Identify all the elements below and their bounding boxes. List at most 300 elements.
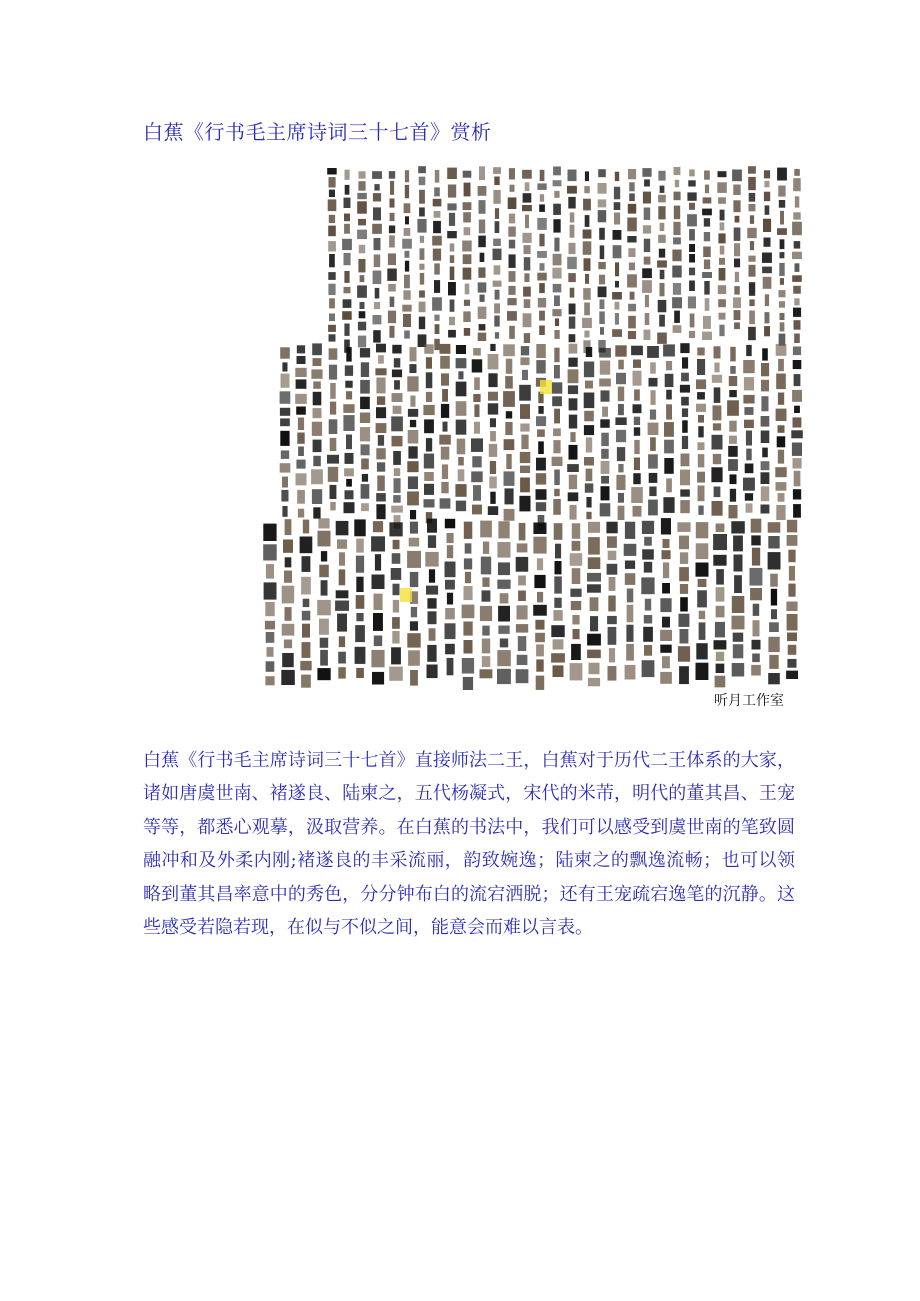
ink-stroke [744,377,754,390]
ink-stroke [677,522,690,532]
ink-stroke [375,554,381,570]
ink-stroke [360,380,370,394]
ink-stroke [342,311,352,320]
ink-stroke [777,436,786,447]
ink-stroke [320,650,328,666]
ink-stroke [776,482,787,491]
ink-stroke [650,410,656,420]
ink-stroke [660,645,671,653]
ink-stroke [524,245,531,254]
ink-stroke [524,257,531,270]
ink-stroke [599,311,605,324]
ink-stroke [313,440,322,453]
ink-stroke [587,634,601,646]
ink-stroke [536,644,544,656]
ink-stroke [554,470,560,486]
ink-stroke [508,197,517,209]
ink-stroke [462,241,472,252]
ink-stroke [644,615,652,624]
ink-stroke [265,676,274,685]
ink-stroke [689,169,695,176]
ink-stroke [761,486,769,501]
ink-stroke [698,486,705,502]
ink-stroke [633,473,640,484]
ink-stroke [567,186,577,194]
ink-stroke [778,493,785,502]
ink-stroke [494,265,501,274]
ink-stroke [624,544,637,556]
ink-stroke [374,255,381,268]
ink-stroke [732,170,742,182]
ink-stroke [689,268,695,276]
ink-stroke [750,588,762,600]
ink-stroke [616,475,625,490]
ink-stroke [779,290,786,297]
ink-stroke [647,346,659,358]
ink-stroke [644,562,652,573]
ink-stroke [554,365,560,378]
ink-stroke [536,676,545,690]
ink-stroke [792,252,802,259]
ink-stroke [733,185,740,196]
ink-stroke [523,193,532,202]
ink-stroke [733,536,743,552]
ink-stroke [749,204,756,211]
ink-stroke [356,577,363,592]
ink-stroke [616,430,626,442]
ink-stroke [634,458,640,471]
ink-stroke [346,479,352,487]
ink-stroke [458,371,463,379]
ink-stroke [474,377,480,390]
ink-stroke [779,301,785,308]
ink-stroke [744,420,754,428]
ink-stroke [714,640,727,649]
ink-stroke [450,255,454,263]
ink-stroke [329,177,336,187]
ink-stroke [598,199,607,207]
ink-stroke [522,205,532,211]
ink-stroke [432,297,442,310]
ink-stroke [374,302,380,309]
ink-stroke [702,332,712,340]
ink-stroke [313,381,321,388]
ink-stroke [509,240,515,249]
ink-stroke [768,536,779,549]
ink-stroke [680,597,688,611]
ink-stroke [648,500,658,516]
ink-stroke [442,389,448,402]
ink-stroke [552,268,561,279]
ink-stroke [490,344,495,351]
ink-stroke [687,214,697,226]
ink-stroke [343,404,354,413]
ink-stroke [404,228,411,236]
ink-stroke [751,535,760,545]
ink-stroke [297,345,305,353]
ink-stroke [629,182,635,191]
ink-stroke [689,229,695,240]
ink-stroke [357,285,367,297]
ink-stroke [660,270,665,279]
ink-stroke [618,464,623,472]
ink-stroke [634,417,640,425]
ink-stroke [688,296,696,308]
ink-stroke [394,478,401,493]
ink-stroke [570,663,583,680]
ink-stroke [482,590,491,601]
ink-stroke [374,238,381,250]
ink-stroke [733,633,744,642]
ink-stroke [376,378,385,394]
ink-stroke [608,551,617,560]
ink-stroke [433,249,441,261]
ink-stroke [329,419,338,434]
ink-stroke [344,287,351,293]
ink-stroke [327,455,339,464]
ink-stroke [376,344,386,353]
ink-stroke [768,673,780,684]
ink-stroke [376,423,387,433]
ink-stroke [520,466,530,473]
ink-stroke [730,489,736,502]
ink-stroke [794,406,800,413]
ink-stroke [600,503,611,516]
ink-stroke [584,258,591,271]
ink-stroke [585,274,589,284]
ink-stroke [607,616,617,624]
ink-stroke [405,185,409,198]
ink-stroke [675,180,679,187]
ink-stroke [570,553,583,566]
ink-stroke [482,639,490,654]
ink-stroke [427,598,436,608]
ink-stroke [793,212,800,219]
ink-stroke [554,409,560,424]
ink-stroke [361,459,369,470]
ink-stroke [672,266,681,278]
ink-stroke [734,286,740,295]
ink-stroke [569,415,577,429]
ink-stroke [614,213,620,225]
ink-stroke [424,454,434,469]
ink-stroke [662,617,670,628]
ink-stroke [536,458,546,471]
ink-stroke [509,168,515,179]
ink-stroke [443,422,448,432]
ink-stroke [598,287,607,298]
ink-stroke [455,484,466,497]
ink-stroke [345,381,352,388]
ink-stroke [462,605,475,619]
ink-stroke [689,281,695,292]
ink-stroke [776,409,787,421]
ink-stroke [361,503,369,511]
ink-stroke [568,273,576,282]
ink-stroke [387,269,397,281]
ink-stroke [434,211,441,218]
ink-stroke [360,302,365,309]
ink-stroke [389,522,402,536]
ink-stroke [787,614,798,631]
ink-stroke [410,670,418,686]
ink-stroke [618,493,624,503]
ink-stroke [535,633,545,642]
ink-stroke [586,437,592,452]
ink-stroke [408,650,420,666]
ink-stroke [680,470,690,486]
ink-stroke [355,647,366,664]
ink-stroke [320,638,329,648]
ink-stroke [419,290,425,297]
ink-stroke [330,502,335,511]
ink-stroke [389,171,395,179]
ink-stroke [503,391,515,407]
ink-stroke [434,339,440,350]
ink-stroke [601,486,610,500]
ink-stroke [553,665,564,677]
ink-stroke [456,401,467,416]
ink-stroke [318,518,329,528]
ink-stroke [731,521,745,533]
ink-stroke [390,213,395,221]
ink-stroke [344,324,349,336]
ink-stroke [569,398,578,410]
ink-stroke [426,372,433,388]
ink-stroke [601,390,610,401]
ink-stroke [584,303,590,316]
ink-stroke [373,521,383,532]
ink-stroke [490,431,496,441]
ink-stroke [495,290,500,300]
ink-stroke [445,562,456,578]
ink-stroke [494,316,499,327]
ink-stroke [627,218,637,232]
ink-stroke [776,374,786,390]
ink-stroke [601,461,610,474]
ink-stroke [519,523,526,541]
ink-stroke [780,239,785,249]
ink-stroke [434,187,440,196]
ink-stroke [328,199,337,211]
ink-stroke [697,472,705,483]
ink-stroke [608,596,615,612]
ink-stroke [360,397,370,409]
ink-stroke [769,655,778,669]
ink-stroke [346,391,352,399]
ink-stroke [681,373,689,382]
ink-stroke [313,456,321,466]
ink-stroke [450,300,455,312]
ink-stroke [442,464,448,479]
ink-stroke [568,197,575,209]
ink-stroke [761,431,770,444]
ink-stroke [297,490,305,504]
ink-stroke [764,170,770,178]
ink-stroke [554,295,560,306]
ink-stroke [795,263,800,272]
ink-stroke [787,535,798,546]
ink-stroke [465,284,470,295]
ink-stroke [376,407,386,418]
ink-stroke [570,505,577,520]
ink-stroke [433,199,442,207]
ink-stroke [495,332,499,339]
ink-stroke [394,468,400,476]
ink-stroke [497,580,510,589]
ink-stroke [482,577,489,587]
ink-stroke [419,264,424,270]
ink-stroke [569,304,576,315]
ink-stroke [359,171,366,178]
ink-stroke [410,510,416,519]
ink-stroke [357,230,367,240]
ink-stroke [763,277,772,289]
ink-stroke [600,327,604,335]
ink-stroke [521,435,528,450]
ink-stroke [748,256,755,262]
ink-stroke [265,602,274,616]
ink-stroke [704,281,709,295]
calligraphy-scan-image [222,158,808,690]
ink-stroke [506,359,513,374]
ink-stroke [555,561,562,574]
ink-stroke [472,456,481,467]
ink-stroke [703,316,711,329]
ink-stroke [391,568,402,580]
ink-stroke [536,489,547,500]
ink-stroke [732,663,745,677]
ink-stroke [394,358,401,367]
ink-stroke [657,333,667,344]
ink-stroke [617,447,625,461]
ink-stroke [391,416,403,431]
ink-stroke [329,190,335,198]
ink-stroke [359,311,366,318]
ink-stroke [585,215,590,227]
ink-stroke [753,604,760,616]
ink-stroke [465,572,471,583]
ink-stroke [377,462,385,471]
ink-stroke [441,447,450,460]
ink-stroke [449,213,455,226]
ink-stroke [474,422,480,434]
ink-stroke [750,568,763,586]
ink-stroke [666,404,672,419]
ink-stroke [410,396,415,407]
ink-stroke [266,632,275,643]
ink-stroke [554,330,559,339]
ink-stroke [666,478,672,492]
ink-stroke [522,233,531,243]
ink-stroke [478,282,487,292]
ink-stroke [734,322,740,329]
ink-stroke [506,411,512,418]
ink-stroke [419,302,426,313]
ink-stroke [716,652,724,661]
ink-stroke [648,454,658,468]
ink-stroke [390,181,394,195]
ink-stroke [410,621,418,630]
ink-stroke [480,606,492,621]
ink-stroke [587,650,601,659]
ink-stroke [520,452,531,463]
ink-stroke [390,297,395,307]
ink-stroke [761,461,770,470]
ink-stroke [705,185,709,194]
ink-stroke [338,652,346,664]
ink-stroke [553,180,562,186]
ink-stroke [553,639,564,649]
ink-stroke [713,555,726,566]
ink-stroke [280,408,290,416]
ink-stroke [660,186,665,193]
ink-stroke [445,608,455,619]
ink-stroke [697,359,705,375]
ink-stroke [793,347,801,356]
ink-stroke [658,171,665,181]
ink-stroke [361,484,370,499]
ink-stroke [702,272,712,278]
ink-stroke [447,168,457,179]
ink-stroke [313,358,322,366]
ink-stroke [440,498,451,508]
ink-stroke [793,417,802,427]
ink-stroke [295,368,306,377]
ink-stroke [553,284,562,293]
ink-stroke [419,190,425,204]
ink-stroke [312,422,322,436]
ink-stroke [680,489,690,496]
ink-stroke [729,436,737,444]
ink-stroke [463,202,472,210]
ink-stroke [792,275,802,282]
ink-stroke [598,262,606,269]
ink-stroke [711,467,722,482]
ink-stroke [426,586,438,595]
ink-stroke [300,537,313,554]
ink-stroke [282,362,287,371]
ink-stroke [424,484,434,495]
ink-stroke [463,254,472,264]
ink-stroke [345,453,354,464]
ink-stroke [295,394,307,404]
ink-stroke [734,310,741,320]
page-title: 白蕉《行书毛主席诗词三十七首》赏析 [143,120,492,144]
ink-stroke [779,334,786,346]
ink-stroke [717,182,727,193]
ink-stroke [644,208,651,220]
ink-stroke [428,535,436,548]
ink-stroke [713,423,721,430]
ink-stroke [681,397,689,406]
ink-stroke [448,185,456,198]
ink-stroke [497,650,511,666]
ink-stroke [507,311,517,321]
ink-stroke [434,280,440,293]
ink-stroke [478,236,486,248]
ink-stroke [696,543,709,559]
ink-stroke [420,236,424,243]
ink-stroke [780,313,785,320]
ink-stroke [715,622,725,638]
ink-stroke [355,625,365,642]
ink-stroke [463,311,470,322]
ink-stroke [374,594,383,610]
ink-stroke [266,661,275,672]
ink-stroke [537,592,543,603]
ink-stroke [534,575,545,588]
